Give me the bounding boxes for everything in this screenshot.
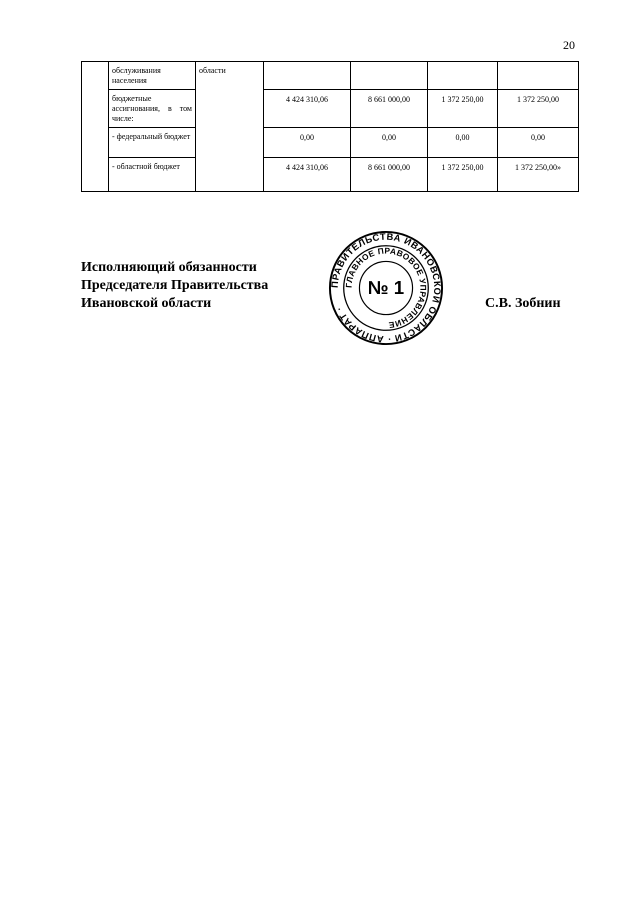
row-label: - федеральный бюджет — [109, 128, 196, 158]
empty-index-cell — [82, 62, 109, 192]
value-cell — [264, 62, 351, 90]
seal-inner-text: ГЛАВНОЕ ПРАВОВОЕ УПРАВЛЕНИЕ — [343, 245, 429, 331]
value-cell: 8 661 000,00 — [351, 90, 428, 128]
table-row — [82, 62, 579, 90]
budget-table — [81, 61, 579, 192]
value-cell — [498, 62, 579, 90]
category-cell: области — [196, 62, 264, 192]
row-label: бюджетные ассигнования, в том числе: — [109, 90, 196, 128]
row-label: обслуживания населения — [109, 62, 196, 90]
value-cell: 1 372 250,00 — [498, 90, 579, 128]
signatory-name: С.В. Зобнин — [485, 296, 561, 311]
value-cell: 4 424 310,06 — [264, 158, 351, 192]
value-cell: 0,00 — [498, 128, 579, 158]
signature-title — [81, 259, 268, 313]
page-number: 20 — [563, 38, 575, 52]
table-row — [82, 90, 579, 128]
value-cell: 8 661 000,00 — [351, 158, 428, 192]
signature-line: Ивановской области — [81, 296, 212, 311]
value-cell: 0,00 — [264, 128, 351, 158]
signature-line: Исполняющий обязанности — [81, 260, 257, 275]
value-cell — [351, 62, 428, 90]
value-cell: 1 372 250,00 — [428, 90, 498, 128]
value-cell: 0,00 — [351, 128, 428, 158]
official-seal — [327, 229, 445, 347]
table-row — [82, 158, 579, 192]
value-cell: 0,00 — [428, 128, 498, 158]
seal-outer-text: ПРАВИТЕЛЬСТВА ИВАНОВСКОЙ ОБЛАСТИ · АППАРАТ · — [329, 231, 443, 345]
table-row — [82, 128, 579, 158]
row-label: - областной бюджет — [109, 158, 196, 192]
value-cell — [428, 62, 498, 90]
value-cell: 1 372 250,00» — [498, 158, 579, 192]
value-cell: 1 372 250,00 — [428, 158, 498, 192]
value-cell: 4 424 310,06 — [264, 90, 351, 128]
signature-line: Председателя Правительства — [81, 278, 269, 293]
seal-number: № 1 — [367, 276, 405, 298]
